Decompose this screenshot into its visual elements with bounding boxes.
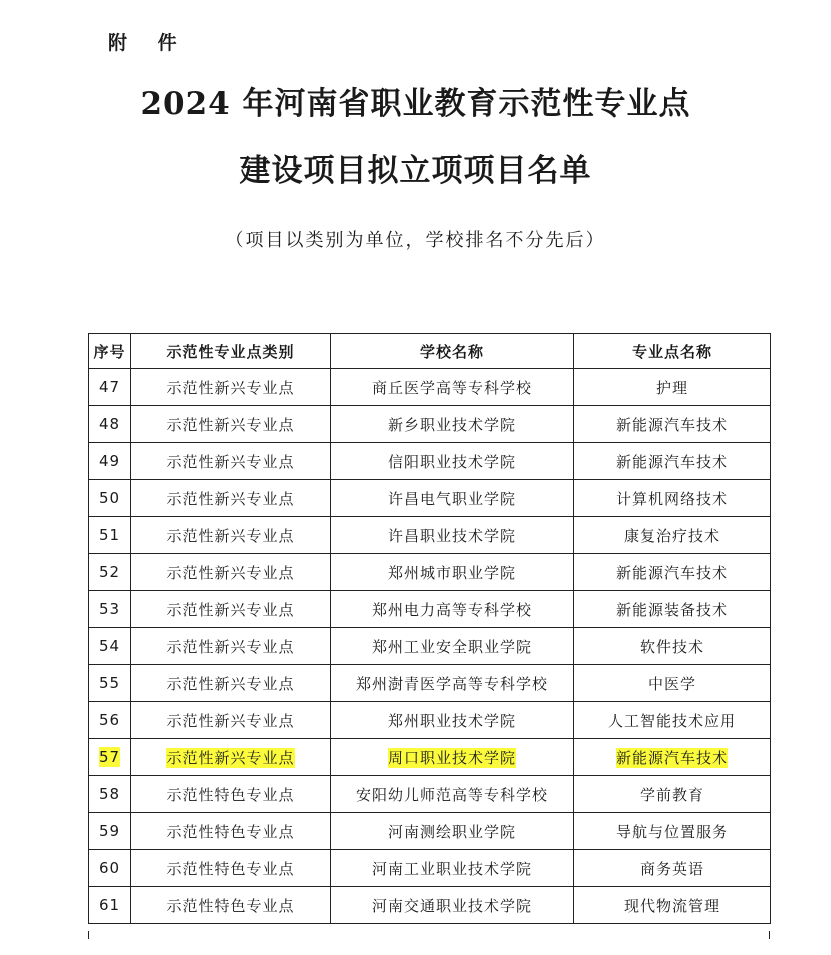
cell-category [131, 665, 331, 702]
cell-category [131, 480, 331, 517]
cell-serial-number-text: 61 [98, 896, 121, 914]
cell-school-name-text: 郑州工业安全职业学院 [371, 637, 532, 656]
header-serial-number: 序号 [89, 334, 131, 369]
cell-serial-number-text: 51 [98, 526, 121, 544]
cell-major-name [574, 406, 771, 443]
cell-school-name-text: 河南测绘职业学院 [387, 822, 516, 841]
table-row [89, 665, 771, 702]
cell-school-name [331, 739, 574, 776]
document-subtitle: （项目以类别为单位，学校排名不分先后） [225, 230, 606, 251]
cell-category [131, 813, 331, 850]
cell-major-name-text: 新能源汽车技术 [615, 748, 728, 767]
cell-category [131, 887, 331, 924]
cell-category [131, 517, 331, 554]
cell-category [131, 628, 331, 665]
cell-category [131, 702, 331, 739]
cell-category-text: 示范性新兴专业点 [166, 415, 295, 434]
cell-school-name-text: 信阳职业技术学院 [387, 452, 516, 471]
cell-serial-number [89, 813, 131, 850]
cell-school-name-text: 商丘医学高等专科学校 [371, 378, 532, 397]
cell-school-name [331, 850, 574, 887]
cell-major-name [574, 776, 771, 813]
cell-serial-number [89, 887, 131, 924]
attachment-label: 附 件 [108, 32, 189, 54]
cell-category-text: 示范性新兴专业点 [166, 526, 295, 545]
cell-major-name-text: 护理 [655, 378, 688, 397]
cell-major-name-text: 新能源汽车技术 [615, 415, 728, 434]
cell-school-name [331, 443, 574, 480]
table-row [89, 850, 771, 887]
cell-category-text: 示范性新兴专业点 [166, 711, 295, 730]
cell-major-name-text: 中医学 [647, 674, 696, 693]
table-row [89, 554, 771, 591]
cell-serial-number-text: 52 [98, 563, 121, 581]
cell-school-name-text: 郑州澍青医学高等专科学校 [355, 674, 548, 693]
cell-school-name-text: 安阳幼儿师范高等专科学校 [355, 785, 548, 804]
cell-major-name [574, 813, 771, 850]
cell-major-name-text: 新能源汽车技术 [615, 563, 728, 582]
cell-school-name [331, 813, 574, 850]
cell-category-text: 示范性新兴专业点 [166, 600, 295, 619]
cell-category-text: 示范性新兴专业点 [166, 563, 295, 582]
cell-school-name-text: 许昌职业技术学院 [387, 526, 516, 545]
cell-serial-number [89, 628, 131, 665]
table-row [89, 591, 771, 628]
cell-category [131, 850, 331, 887]
cell-serial-number [89, 665, 131, 702]
document-title-line-1: 2024 年河南省职业教育示范性专业点 [140, 86, 691, 122]
cell-serial-number-text: 55 [98, 674, 121, 692]
cell-major-name-text: 新能源汽车技术 [615, 452, 728, 471]
cell-school-name [331, 406, 574, 443]
cell-school-name-text: 郑州城市职业学院 [387, 563, 516, 582]
cell-category [131, 406, 331, 443]
table-row [89, 702, 771, 739]
table-row [89, 813, 771, 850]
cell-serial-number-text: 56 [98, 711, 121, 729]
cell-serial-number [89, 591, 131, 628]
cell-serial-number [89, 369, 131, 406]
cell-school-name [331, 628, 574, 665]
cell-school-name-text: 周口职业技术学院 [387, 748, 516, 767]
cell-serial-number-text: 50 [98, 489, 121, 507]
cell-category [131, 776, 331, 813]
cell-category-text: 示范性特色专业点 [166, 785, 295, 804]
cell-major-name-text: 现代物流管理 [623, 896, 720, 915]
cell-major-name [574, 628, 771, 665]
cell-major-name [574, 369, 771, 406]
cell-school-name [331, 776, 574, 813]
cell-major-name [574, 554, 771, 591]
cell-major-name [574, 517, 771, 554]
cell-major-name [574, 850, 771, 887]
cell-major-name [574, 665, 771, 702]
cell-category [131, 591, 331, 628]
table-row [89, 776, 771, 813]
cell-major-name [574, 591, 771, 628]
cell-category [131, 443, 331, 480]
cell-serial-number-text: 48 [98, 415, 121, 433]
table-row [89, 480, 771, 517]
cell-major-name-text: 导航与位置服务 [615, 822, 728, 841]
cell-major-name-text: 康复治疗技术 [623, 526, 720, 545]
cell-school-name [331, 665, 574, 702]
cell-category-text: 示范性新兴专业点 [166, 378, 295, 397]
document-title-line-2: 建设项目拟立项项目名单 [239, 153, 592, 189]
cell-serial-number-text: 47 [98, 378, 121, 396]
cell-category [131, 369, 331, 406]
cell-category [131, 554, 331, 591]
cell-serial-number [89, 702, 131, 739]
cell-category [131, 739, 331, 776]
table-row [89, 739, 771, 776]
cell-serial-number [89, 739, 131, 776]
header-school-name: 学校名称 [331, 334, 574, 369]
table-header-row [89, 334, 771, 369]
cell-category-text: 示范性特色专业点 [166, 859, 295, 878]
cell-serial-number-text: 49 [98, 452, 121, 470]
cell-major-name [574, 887, 771, 924]
cell-major-name-text: 商务英语 [639, 859, 704, 878]
cell-category-text: 示范性特色专业点 [166, 822, 295, 841]
header-major-name: 专业点名称 [574, 334, 771, 369]
table-row [89, 887, 771, 924]
cell-school-name-text: 新乡职业技术学院 [387, 415, 516, 434]
cell-serial-number [89, 776, 131, 813]
cell-category-text: 示范性新兴专业点 [166, 489, 295, 508]
cell-school-name [331, 591, 574, 628]
cell-category-text: 示范性特色专业点 [166, 896, 295, 915]
cell-serial-number [89, 554, 131, 591]
cell-school-name [331, 702, 574, 739]
cell-category-text: 示范性新兴专业点 [166, 748, 295, 767]
cell-major-name [574, 443, 771, 480]
cell-serial-number [89, 443, 131, 480]
cell-serial-number [89, 406, 131, 443]
cell-serial-number-text: 54 [98, 637, 121, 655]
cell-major-name [574, 702, 771, 739]
cell-school-name [331, 369, 574, 406]
cell-major-name-text: 人工智能技术应用 [607, 711, 736, 730]
table-row [89, 628, 771, 665]
cell-serial-number [89, 517, 131, 554]
cell-major-name-text: 学前教育 [639, 785, 704, 804]
cell-serial-number-text: 59 [98, 822, 121, 840]
cell-serial-number-text: 58 [98, 785, 121, 803]
table-body [89, 369, 771, 924]
cell-serial-number-text: 53 [98, 600, 121, 618]
table-row [89, 369, 771, 406]
table-row [89, 406, 771, 443]
cell-school-name-text: 河南交通职业技术学院 [371, 896, 532, 915]
cell-category-text: 示范性新兴专业点 [166, 674, 295, 693]
cell-school-name [331, 517, 574, 554]
cell-school-name [331, 554, 574, 591]
table-row [89, 517, 771, 554]
cell-major-name-text: 软件技术 [639, 637, 704, 656]
cell-school-name-text: 郑州电力高等专科学校 [371, 600, 532, 619]
header-category: 示范性专业点类别 [131, 334, 331, 369]
cell-major-name-text: 计算机网络技术 [615, 489, 728, 508]
table-row [89, 443, 771, 480]
cell-serial-number [89, 480, 131, 517]
cell-school-name-text: 郑州职业技术学院 [387, 711, 516, 730]
cell-serial-number-text: 60 [98, 859, 121, 877]
table-continuation [88, 931, 770, 939]
cell-school-name [331, 887, 574, 924]
cell-serial-number [89, 850, 131, 887]
cell-serial-number-text: 57 [98, 748, 121, 766]
cell-major-name [574, 480, 771, 517]
cell-category-text: 示范性新兴专业点 [166, 452, 295, 471]
cell-category-text: 示范性新兴专业点 [166, 637, 295, 656]
cell-school-name [331, 480, 574, 517]
project-list-table [88, 333, 771, 924]
cell-school-name-text: 河南工业职业技术学院 [371, 859, 532, 878]
cell-school-name-text: 许昌电气职业学院 [387, 489, 516, 508]
cell-major-name-text: 新能源装备技术 [615, 600, 728, 619]
cell-major-name [574, 739, 771, 776]
